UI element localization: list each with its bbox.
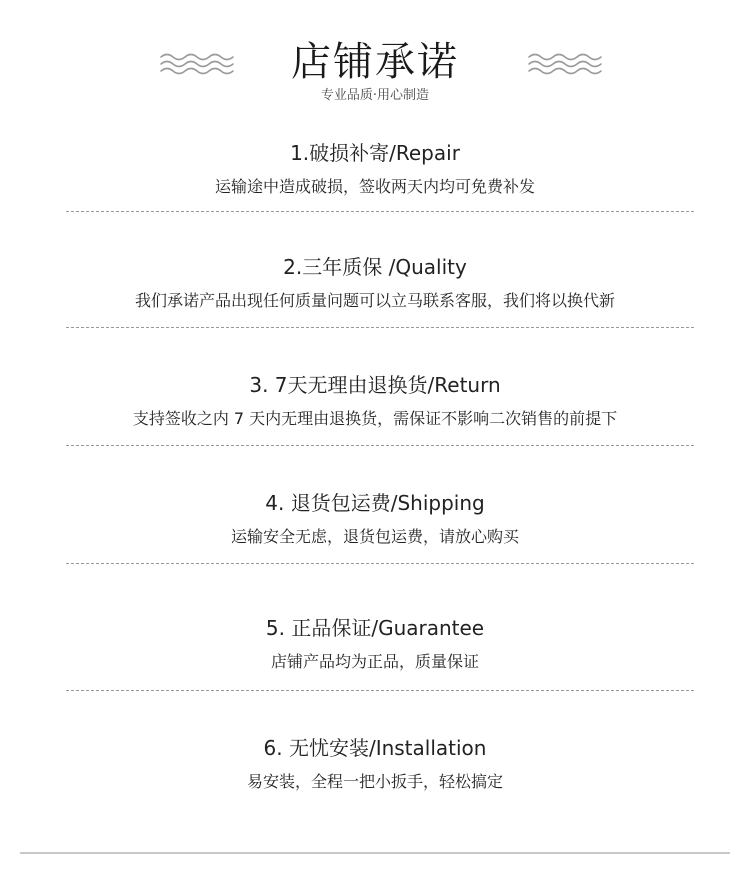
dashed-divider	[66, 690, 694, 691]
promise-title: 4. 退货包运费/Shipping	[265, 491, 485, 515]
promise-description: 运输安全无虑，退货包运费，请放心购买	[230, 527, 519, 546]
dashed-divider	[66, 445, 694, 446]
waves-icon	[526, 50, 604, 78]
page-subtitle: 专业品质·用心制造	[320, 88, 430, 103]
promise-description: 支持签收之内 7 天内无理由退换货，需保证不影响二次销售的前提下	[132, 409, 618, 428]
promise-description: 运输途中造成破损，签收两天内均可免费补发	[214, 177, 535, 196]
promise-title: 6. 无忧安装/Installation	[263, 736, 487, 760]
promise-item-repair	[0, 139, 750, 199]
promise-description: 我们承诺产品出现任何质量问题可以立马联系客服，我们将以换代新	[134, 291, 615, 310]
promise-item-shipping	[0, 489, 750, 549]
dashed-divider	[66, 211, 694, 212]
page-header	[0, 30, 750, 110]
promise-item-quality	[0, 253, 750, 313]
promise-title: 2.三年质保 /Quality	[283, 255, 467, 279]
dashed-divider	[66, 563, 694, 564]
promise-item-installation	[0, 734, 750, 794]
page-title: 店铺承诺	[291, 39, 459, 85]
promise-item-guarantee	[0, 614, 750, 674]
promise-description: 店铺产品均为正品，质量保证	[270, 652, 479, 671]
dashed-divider	[66, 327, 694, 328]
promise-title: 1.破损补寄/Repair	[290, 141, 460, 165]
promise-title: 5. 正品保证/Guarantee	[265, 616, 485, 640]
promise-description: 易安装，全程一把小扳手，轻松搞定	[246, 772, 503, 791]
promise-title: 3. 7天无理由退换货/Return	[249, 373, 501, 397]
bottom-divider	[20, 852, 730, 854]
promise-item-return	[0, 371, 750, 431]
